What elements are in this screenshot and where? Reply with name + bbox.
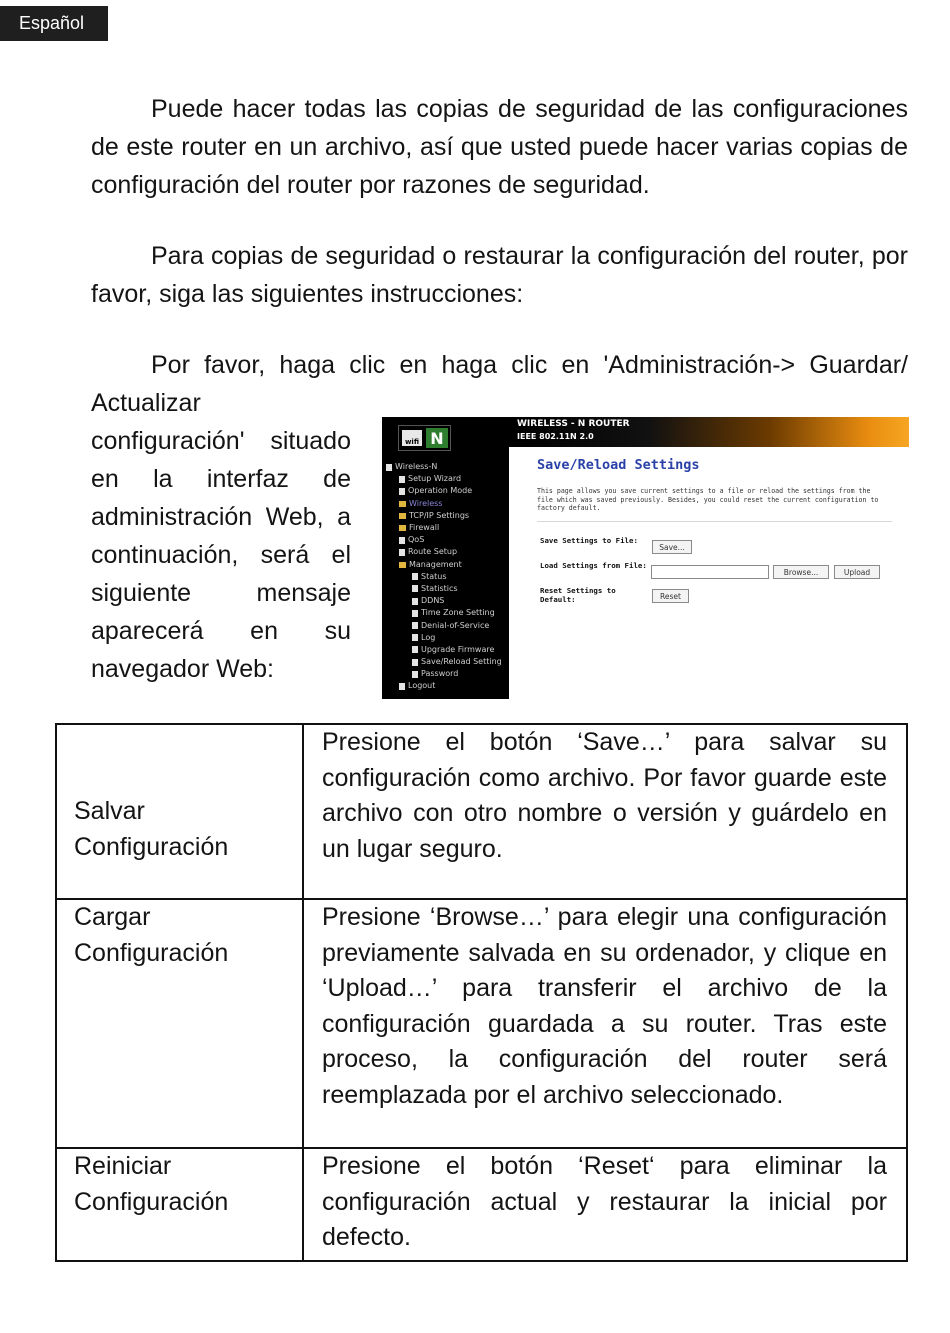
folder-icon bbox=[399, 562, 406, 568]
page-icon bbox=[399, 476, 405, 483]
page-icon bbox=[412, 671, 418, 678]
router-menu-item[interactable] bbox=[386, 534, 502, 546]
router-menu-item[interactable] bbox=[386, 668, 502, 680]
table-row bbox=[56, 724, 907, 899]
router-menu-label: Logout bbox=[408, 681, 436, 691]
router-menu-item[interactable] bbox=[386, 644, 502, 656]
router-menu-item[interactable] bbox=[386, 571, 502, 583]
row-name-line: Configuración bbox=[74, 1187, 229, 1216]
wrap-line: navegador Web: bbox=[91, 655, 274, 683]
router-menu-label: Log bbox=[421, 632, 436, 642]
file-path-input[interactable] bbox=[651, 565, 769, 579]
page-icon bbox=[399, 537, 405, 544]
router-menu-label: TCP/IP Settings bbox=[409, 510, 470, 520]
router-header bbox=[509, 417, 909, 447]
row-name-line: Reiniciar bbox=[74, 1152, 172, 1180]
router-menu-item[interactable] bbox=[386, 559, 502, 571]
router-menu-label: Password bbox=[421, 669, 459, 679]
table-row bbox=[56, 899, 907, 1148]
router-menu-item[interactable] bbox=[386, 546, 502, 558]
save-button[interactable]: Save... bbox=[652, 540, 692, 554]
row-name-line: Cargar bbox=[74, 903, 151, 931]
router-menu-label: QoS bbox=[408, 535, 425, 545]
router-screenshot bbox=[382, 417, 909, 699]
reset-button[interactable]: Reset bbox=[652, 589, 689, 603]
folder-icon bbox=[399, 525, 406, 531]
wrap-line: siguiente mensaje bbox=[91, 579, 351, 607]
reset-settings-label: Reset Settings to Default: bbox=[540, 586, 616, 604]
upload-button[interactable]: Upload bbox=[834, 565, 880, 579]
n-logo-icon: N bbox=[426, 428, 448, 448]
wrapped-instruction-text bbox=[91, 422, 351, 688]
table-row bbox=[56, 1148, 907, 1261]
click-instruction-paragraph: Por favor, haga clic en haga clic en 'Administración-> Guardar/ Actualizar bbox=[91, 351, 908, 417]
router-menu-label: Statistics bbox=[421, 583, 458, 593]
row-name-line: Salvar bbox=[74, 797, 145, 825]
page-icon bbox=[412, 622, 418, 629]
page-icon bbox=[412, 659, 418, 666]
table-cell-name bbox=[56, 899, 303, 1148]
router-menu-label: Operation Mode bbox=[408, 486, 473, 496]
page-icon bbox=[399, 549, 405, 556]
router-menu-label: Denial-of-Service bbox=[421, 620, 490, 630]
load-settings-label: Load Settings from File: bbox=[540, 561, 647, 570]
router-menu-item[interactable] bbox=[386, 607, 502, 619]
router-sidebar bbox=[382, 417, 509, 699]
page-icon bbox=[412, 634, 418, 641]
router-menu-item[interactable] bbox=[386, 680, 502, 692]
router-menu-label: Firewall bbox=[409, 523, 440, 533]
wrap-line: administración Web, a bbox=[91, 503, 351, 531]
router-menu-item[interactable] bbox=[386, 656, 502, 668]
wrap-line: aparecerá en su bbox=[91, 617, 351, 645]
table-cell-description: Presione el botón ‘Save…’ para salvar su configuración como archivo. Por favor guarde este archivo con otro nombre o versión y guárdelo en un lugar seguro. bbox=[303, 724, 907, 899]
instructions-paragraph: Para copias de seguridad o restaurar la configuración del router, por favor, siga las siguientes instrucciones: bbox=[91, 242, 908, 308]
router-menu-item[interactable] bbox=[386, 485, 502, 497]
table-cell-name bbox=[56, 724, 303, 899]
router-logo bbox=[398, 425, 451, 451]
router-header-subtitle: IEEE 802.11N 2.0 bbox=[517, 432, 594, 441]
page-icon bbox=[412, 585, 418, 592]
router-menu-label: Wireless bbox=[409, 498, 443, 508]
table-cell-name bbox=[56, 1148, 303, 1261]
router-menu-label: Time Zone Setting bbox=[421, 608, 495, 618]
table-cell-description: Presione el botón ‘Reset‘ para eliminar la configuración actual y restaurar la inicial por defecto. bbox=[303, 1148, 907, 1261]
page-icon bbox=[412, 646, 418, 653]
router-menu-label: Upgrade Firmware bbox=[421, 644, 495, 654]
page-icon bbox=[412, 573, 418, 580]
router-menu-item[interactable] bbox=[386, 461, 502, 473]
router-menu-label: Management bbox=[409, 559, 462, 569]
page-icon bbox=[412, 610, 418, 617]
folder-icon bbox=[399, 501, 406, 507]
router-menu-item[interactable] bbox=[386, 498, 502, 510]
router-menu-label: Status bbox=[421, 571, 447, 581]
row-name-line: Configuración bbox=[74, 938, 229, 967]
router-menu-label: Wireless-N bbox=[395, 462, 438, 472]
row-name-line: Configuración bbox=[74, 832, 229, 861]
table-cell-description: Presione ‘Browse…’ para elegir una configuración previamente salvada en su ordenador, y clique en ‘Upload…’ para transferir el archivo de la configuración guardada a su router. Tras este proceso, la configuración del router será reemplazada por el archivo seleccionado. bbox=[303, 899, 907, 1148]
page-icon bbox=[399, 488, 405, 495]
folder-icon bbox=[399, 513, 406, 519]
browse-button[interactable]: Browse... bbox=[773, 565, 829, 579]
wrap-line: continuación, será el bbox=[91, 541, 351, 569]
router-menu-label: Save/Reload Setting bbox=[421, 657, 502, 667]
router-menu-item[interactable] bbox=[386, 619, 502, 631]
router-menu-item[interactable] bbox=[386, 473, 502, 485]
router-page-description: This page allows you save current settings to a file or reload the settings from the file which was saved previously. Besides, you could reset the current configuration to factory default. bbox=[537, 487, 879, 512]
settings-table bbox=[55, 723, 908, 1262]
router-menu bbox=[386, 461, 502, 693]
save-settings-label: Save Settings to File: bbox=[540, 536, 638, 545]
router-page-title: Save/Reload Settings bbox=[537, 457, 700, 473]
wrap-line: configuración' situado bbox=[91, 427, 351, 455]
router-menu-item[interactable] bbox=[386, 510, 502, 522]
router-menu-label: Route Setup bbox=[408, 547, 458, 557]
router-menu-item[interactable] bbox=[386, 583, 502, 595]
wifi-logo-icon: wifi bbox=[402, 430, 422, 446]
language-tab: Español bbox=[0, 6, 108, 41]
router-menu-item[interactable] bbox=[386, 595, 502, 607]
page-icon bbox=[399, 683, 405, 690]
router-menu-item[interactable] bbox=[386, 632, 502, 644]
page-icon bbox=[412, 598, 418, 605]
router-header-title: WIRELESS - N ROUTER bbox=[517, 419, 630, 429]
router-menu-label: DDNS bbox=[421, 596, 445, 606]
intro-paragraph: Puede hacer todas las copias de seguridad de las configuraciones de este router en un archivo, así que usted puede hacer varias copias de configuración del router por razones de seguridad. bbox=[91, 95, 908, 199]
home-icon bbox=[386, 464, 392, 471]
wrap-line: en la interfaz de bbox=[91, 465, 351, 493]
router-divider bbox=[537, 521, 892, 522]
router-menu-item[interactable] bbox=[386, 522, 502, 534]
router-menu-label: Setup Wizard bbox=[408, 474, 462, 484]
